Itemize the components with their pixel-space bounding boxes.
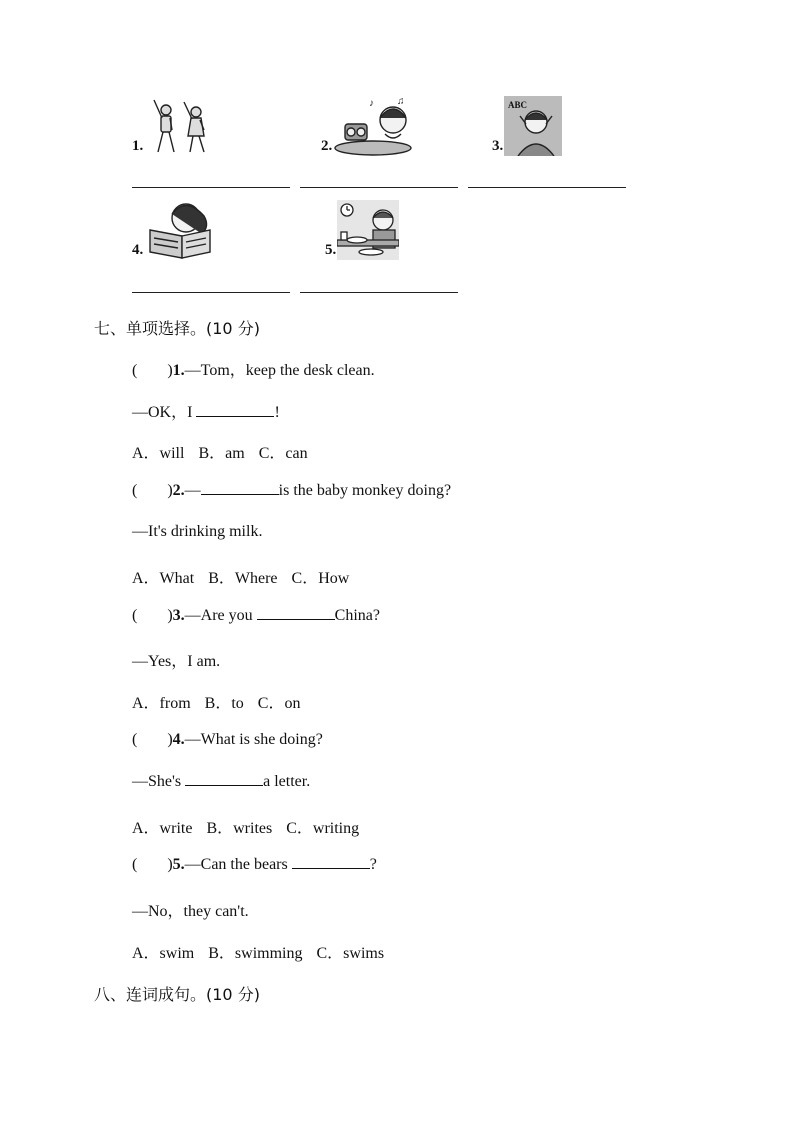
fill-blank[interactable] [196,404,274,417]
boy-singing-abc-icon [504,96,562,156]
picture-2 [321,96,421,158]
question-1 [132,357,375,380]
picture-3 [492,96,582,158]
picture-number: 1. [132,138,144,154]
answer-line-3[interactable] [468,187,626,188]
answer-paren-open: ( [132,731,138,748]
option-c[interactable]: C．on [257,695,301,712]
answer-line-4[interactable] [132,292,290,293]
reply-text: —She's [132,773,186,790]
answer-paren-close: ) [167,362,173,379]
option-c[interactable]: C．can [258,445,308,462]
option-a[interactable]: A．swim [132,945,195,962]
option-c[interactable]: C．How [291,570,350,587]
question-number: 5. [172,856,185,873]
question-text: —Are you [184,607,257,624]
option-b[interactable]: B．swimming [208,945,303,962]
picture-number: 5. [325,242,337,258]
question-number: 2. [172,482,185,499]
question-3 [132,607,380,625]
picture-5 [325,200,415,262]
options-5 [132,940,384,963]
fill-blank[interactable] [201,482,279,495]
answer-paren-close: ) [167,482,173,499]
girl-listening-to-music-icon [333,96,423,156]
reply-text-end: ! [274,404,280,421]
question-text: — [184,482,201,499]
question-text: —What is she doing? [184,731,323,748]
picture-4 [132,200,232,262]
question-text-end: ? [369,856,377,873]
options-2 [132,565,349,588]
svg-text:♪: ♪ [369,98,374,109]
answer-line-2[interactable] [300,187,458,188]
option-a[interactable]: A．will [132,445,185,462]
option-c[interactable]: C．writing [286,820,360,837]
answer-paren-open: ( [132,482,138,499]
question-number: 4. [172,731,185,748]
answer-paren-open: ( [132,362,138,379]
option-b[interactable]: B．am [198,445,245,462]
section-8-title: 八、连词成句。(10 分) [94,985,260,1004]
option-a[interactable]: A．from [132,695,191,712]
picture-1 [132,96,222,158]
fill-blank[interactable] [292,856,370,869]
reply-text-end: a letter. [263,773,311,790]
question-5 [132,856,377,874]
option-b[interactable]: B．Where [208,570,278,587]
reply-1 [132,399,280,422]
options-1 [132,440,308,463]
answer-paren-open: ( [132,856,138,873]
section-7-title: 七、单项选择。(10 分) [94,319,260,338]
svg-text:♫: ♫ [397,96,405,107]
reply-2: —It's drinking milk. [132,523,263,540]
answer-line-1[interactable] [132,187,290,188]
option-a[interactable]: A．write [132,820,193,837]
question-number: 3. [172,607,185,624]
two-kids-stretching-icon [144,96,224,156]
options-4 [132,815,359,838]
question-2 [132,482,451,500]
boy-eating-breakfast-icon [337,200,399,260]
answer-paren-close: ) [167,607,173,624]
question-4 [132,731,323,749]
fill-blank[interactable] [257,607,335,620]
question-text-end: is the baby monkey doing? [278,482,452,499]
question-number: 1. [172,362,185,379]
option-b[interactable]: B．to [204,695,244,712]
picture-number: 3. [492,138,504,154]
answer-paren-open: ( [132,607,138,624]
option-b[interactable]: B．writes [206,820,273,837]
girl-reading-book-icon [144,200,226,260]
options-3 [132,690,300,713]
reply-5: —No，they can't. [132,903,249,920]
answer-paren-close: ) [167,731,173,748]
answer-paren-close: ) [167,856,173,873]
question-text: —Tom，keep the desk clean. [184,362,375,379]
question-text: —Can the bears [184,856,292,873]
reply-text: —OK，I [132,404,197,421]
option-a[interactable]: A．What [132,570,195,587]
picture-number: 2. [321,138,333,154]
svg-text:ABC: ABC [508,100,528,110]
reply-3: —Yes，I am. [132,653,221,670]
option-c[interactable]: C．swims [316,945,385,962]
fill-blank[interactable] [185,773,263,786]
answer-line-5[interactable] [300,292,458,293]
picture-number: 4. [132,242,144,258]
question-text-end: China? [334,607,380,624]
reply-4 [132,773,310,791]
